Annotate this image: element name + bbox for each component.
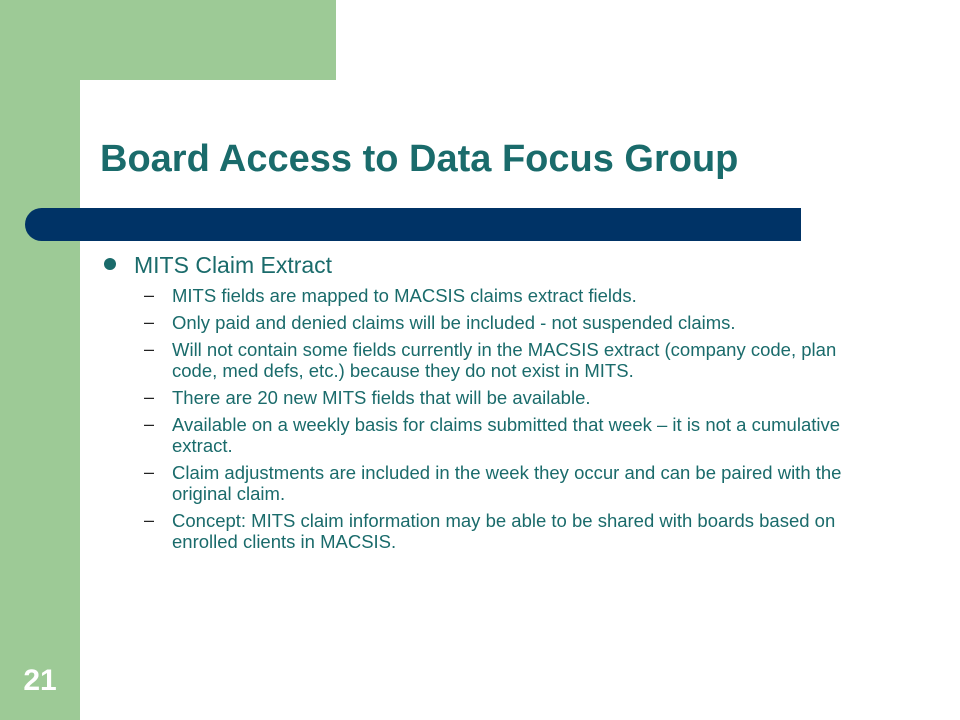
dash-icon: – — [144, 312, 155, 332]
sub-bullet-text: Available on a weekly basis for claims submitted that week – it is not a cumulative extract. — [172, 414, 841, 456]
sub-bullet-item — [100, 285, 860, 306]
dash-icon: – — [144, 339, 155, 359]
sub-bullet-item — [100, 510, 860, 552]
sub-bullet-text: Will not contain some fields currently in the MACSIS extract (company code, plan code, med defs, etc.) because they do not exist in MITS. — [172, 339, 837, 381]
sub-bullet-text: MITS fields are mapped to MACSIS claims extract fields. — [172, 285, 637, 306]
dash-icon: – — [144, 414, 155, 434]
bullet-item — [100, 252, 860, 279]
sub-bullet-item — [100, 462, 860, 504]
dash-icon: – — [144, 510, 155, 530]
sub-bullet-text: Only paid and denied claims will be included - not suspended claims. — [172, 312, 736, 333]
bullet-dot-icon — [104, 258, 116, 270]
sub-bullet-item — [100, 312, 860, 333]
dash-icon: – — [144, 285, 155, 305]
slide-body — [100, 252, 860, 558]
sub-bullet-text: Concept: MITS claim information may be able to be shared with boards based on enrolled clients in MACSIS. — [172, 510, 836, 552]
page-number: 21 — [23, 664, 57, 697]
sub-bullet-item — [100, 339, 860, 381]
top-accent-band — [0, 0, 336, 80]
sub-bullet-item — [100, 414, 860, 456]
dash-icon: – — [144, 387, 155, 407]
slide-title: Board Access to Data Focus Group — [100, 138, 739, 180]
sub-bullet-text: Claim adjustments are included in the week they occur and can be paired with the original claim. — [172, 462, 842, 504]
bullet-text: MITS Claim Extract — [134, 252, 333, 278]
dash-icon: – — [144, 462, 155, 482]
sub-bullet-text: There are 20 new MITS fields that will be available. — [172, 387, 591, 408]
sub-bullet-item — [100, 387, 860, 408]
sub-bullet-list — [100, 285, 860, 552]
title-underline-bar — [25, 208, 801, 241]
left-accent-band — [0, 0, 80, 720]
